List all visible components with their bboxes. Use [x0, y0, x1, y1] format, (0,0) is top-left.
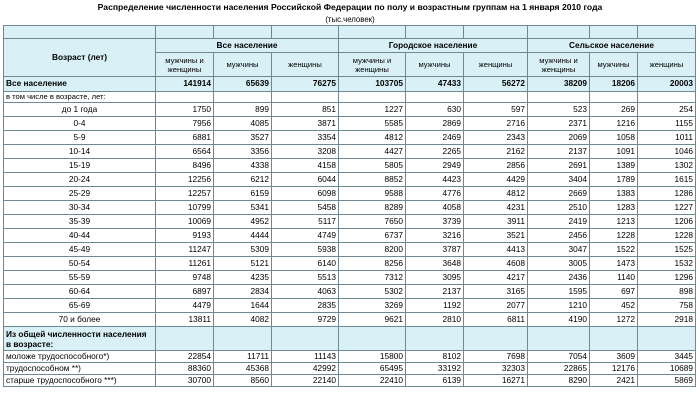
- table-cell: 6564: [156, 145, 214, 159]
- row-label: 70 и более: [4, 313, 156, 327]
- table-row: [4, 131, 696, 145]
- row-label: 55-59: [4, 271, 156, 285]
- table-cell: 2265: [406, 145, 464, 159]
- table-cell: 76275: [272, 77, 339, 92]
- table-cell: 597: [464, 103, 528, 117]
- table-cell: 1473: [590, 257, 638, 271]
- table-cell: 3404: [528, 173, 590, 187]
- table-cell: 47433: [406, 77, 464, 92]
- row-label: до 1 года: [4, 103, 156, 117]
- header-rural-women: женщины: [638, 53, 696, 77]
- table-cell: 3911: [464, 215, 528, 229]
- table-cell: 33192: [406, 363, 464, 375]
- table-cell: 30700: [156, 375, 214, 387]
- table-cell: 2371: [528, 117, 590, 131]
- table-cell: 6881: [156, 131, 214, 145]
- table-cell: 20003: [638, 77, 696, 92]
- table-cell: 5869: [638, 375, 696, 387]
- table-cell: 1227: [638, 201, 696, 215]
- table-row: [4, 299, 696, 313]
- table-cell: 5938: [272, 243, 339, 257]
- table-row: [4, 351, 696, 363]
- table-cell: 4190: [528, 313, 590, 327]
- table-cell: 11261: [156, 257, 214, 271]
- total-row: [4, 77, 696, 92]
- table-cell: 6044: [272, 173, 339, 187]
- table-cell: 5117: [272, 215, 339, 229]
- table-cell: 4058: [406, 201, 464, 215]
- table-cell: 5805: [339, 159, 406, 173]
- table-cell: 8290: [528, 375, 590, 387]
- table-cell: 1227: [339, 103, 406, 117]
- table-cell: 5309: [214, 243, 272, 257]
- table-cell: 6159: [214, 187, 272, 201]
- table-cell: 42992: [272, 363, 339, 375]
- table-cell: 3445: [638, 351, 696, 363]
- table-cell: 9748: [156, 271, 214, 285]
- table-cell: 18206: [590, 77, 638, 92]
- table-cell: 2510: [528, 201, 590, 215]
- table-cell: 269: [590, 103, 638, 117]
- table-cell: 6811: [464, 313, 528, 327]
- table-cell: 103705: [339, 77, 406, 92]
- table-row: [4, 375, 696, 387]
- table-cell: 1615: [638, 173, 696, 187]
- table-cell: 1213: [590, 215, 638, 229]
- table-cell: 8289: [339, 201, 406, 215]
- table-cell: 6212: [214, 173, 272, 187]
- table-cell: 2343: [464, 131, 528, 145]
- table-cell: 22140: [272, 375, 339, 387]
- table-cell: 3095: [406, 271, 464, 285]
- table-cell: 65495: [339, 363, 406, 375]
- table-cell: 5458: [272, 201, 339, 215]
- table-cell: 2077: [464, 299, 528, 313]
- header-spacer-row: [4, 26, 696, 39]
- table-cell: 7054: [528, 351, 590, 363]
- table-cell: 4063: [272, 285, 339, 299]
- table-cell: 4444: [214, 229, 272, 243]
- header-rural-population: Сельское население: [528, 39, 696, 53]
- table-cell: 4812: [339, 131, 406, 145]
- table-cell: 8256: [339, 257, 406, 271]
- table-row: [4, 201, 696, 215]
- table-cell: 1750: [156, 103, 214, 117]
- table-cell: 5585: [339, 117, 406, 131]
- table-cell: 7698: [464, 351, 528, 363]
- table-cell: 1383: [590, 187, 638, 201]
- table-cell: 2469: [406, 131, 464, 145]
- table-cell: 4158: [272, 159, 339, 173]
- table-cell: 4423: [406, 173, 464, 187]
- row-label: старше трудоспособного ***): [4, 375, 156, 387]
- table-cell: 4235: [214, 271, 272, 285]
- table-row: [4, 257, 696, 271]
- table-cell: 8852: [339, 173, 406, 187]
- table-cell: 8200: [339, 243, 406, 257]
- table-cell: 1155: [638, 117, 696, 131]
- row-label: 40-44: [4, 229, 156, 243]
- table-cell: 4429: [464, 173, 528, 187]
- table-cell: 15800: [339, 351, 406, 363]
- table-cell: 3521: [464, 229, 528, 243]
- row-label: 45-49: [4, 243, 156, 257]
- table-cell: 10069: [156, 215, 214, 229]
- table-cell: 22410: [339, 375, 406, 387]
- table-cell: 3005: [528, 257, 590, 271]
- header-rural-both: мужчины и женщины: [528, 53, 590, 77]
- table-cell: 2456: [528, 229, 590, 243]
- table-cell: 6140: [272, 257, 339, 271]
- table-cell: 4749: [272, 229, 339, 243]
- table-cell: 1206: [638, 215, 696, 229]
- table-cell: 3047: [528, 243, 590, 257]
- row-label: 30-34: [4, 201, 156, 215]
- table-cell: 5341: [214, 201, 272, 215]
- header-group-row: [4, 39, 696, 53]
- table-cell: 4812: [464, 187, 528, 201]
- table-row: [4, 159, 696, 173]
- table-cell: 12256: [156, 173, 214, 187]
- header-urban-women: женщины: [464, 53, 528, 77]
- header-all-men: мужчины: [214, 53, 272, 77]
- table-row: [4, 215, 696, 229]
- table-cell: 1228: [590, 229, 638, 243]
- table-cell: 1595: [528, 285, 590, 299]
- table-cell: 32303: [464, 363, 528, 375]
- table-cell: 1011: [638, 131, 696, 145]
- header-age: Возраст (лет): [4, 39, 156, 77]
- table-cell: 2691: [528, 159, 590, 173]
- table-cell: 2419: [528, 215, 590, 229]
- total-row-label: Все население: [4, 77, 156, 92]
- table-cell: 898: [638, 285, 696, 299]
- table-cell: 4338: [214, 159, 272, 173]
- table-cell: 523: [528, 103, 590, 117]
- table-cell: 7650: [339, 215, 406, 229]
- table-cell: 45368: [214, 363, 272, 375]
- header-all-both: мужчины и женщины: [156, 53, 214, 77]
- table-cell: 9621: [339, 313, 406, 327]
- table-cell: 9588: [339, 187, 406, 201]
- table-cell: 6139: [406, 375, 464, 387]
- row-label: 10-14: [4, 145, 156, 159]
- table-cell: 3527: [214, 131, 272, 145]
- row-label: 60-64: [4, 285, 156, 299]
- row-label: 50-54: [4, 257, 156, 271]
- table-cell: 1532: [638, 257, 696, 271]
- table-cell: 11143: [272, 351, 339, 363]
- table-cell: 2669: [528, 187, 590, 201]
- table-cell: 7312: [339, 271, 406, 285]
- table-cell: 1046: [638, 145, 696, 159]
- table-cell: 8560: [214, 375, 272, 387]
- table-cell: 3356: [214, 145, 272, 159]
- header-urban-both: мужчины и женщины: [339, 53, 406, 77]
- age-rows: [4, 92, 696, 327]
- table-cell: 1302: [638, 159, 696, 173]
- table-cell: 1210: [528, 299, 590, 313]
- table-cell: 22865: [528, 363, 590, 375]
- header-urban-population: Городское население: [339, 39, 528, 53]
- table-cell: 2421: [590, 375, 638, 387]
- table-cell: 2069: [528, 131, 590, 145]
- table-cell: 6737: [339, 229, 406, 243]
- table-cell: 1272: [590, 313, 638, 327]
- table-cell: 4776: [406, 187, 464, 201]
- table-cell: 12257: [156, 187, 214, 201]
- table-cell: 4479: [156, 299, 214, 313]
- table-row: [4, 313, 696, 327]
- table-cell: 6897: [156, 285, 214, 299]
- table-cell: 8102: [406, 351, 464, 363]
- incl-label: в том числе в возрасте, лет:: [4, 92, 156, 103]
- table-cell: 6098: [272, 187, 339, 201]
- table-cell: 3208: [272, 145, 339, 159]
- table-cell: 758: [638, 299, 696, 313]
- header-rural-men: мужчины: [590, 53, 638, 77]
- table-cell: 2810: [406, 313, 464, 327]
- population-table: [3, 25, 696, 387]
- table-cell: 141914: [156, 77, 214, 92]
- table-cell: 2949: [406, 159, 464, 173]
- table-row: [4, 229, 696, 243]
- table-row: [4, 145, 696, 159]
- table-cell: 2436: [528, 271, 590, 285]
- row-label: 5-9: [4, 131, 156, 145]
- table-cell: 2137: [406, 285, 464, 299]
- table-cell: 3354: [272, 131, 339, 145]
- table-cell: 2162: [464, 145, 528, 159]
- table-cell: 7956: [156, 117, 214, 131]
- header-all-population: Все население: [156, 39, 339, 53]
- table-cell: 4427: [339, 145, 406, 159]
- row-label: 0-4: [4, 117, 156, 131]
- row-label: 20-24: [4, 173, 156, 187]
- table-cell: 1522: [590, 243, 638, 257]
- table-cell: 1192: [406, 299, 464, 313]
- table-cell: 452: [590, 299, 638, 313]
- table-cell: 3739: [406, 215, 464, 229]
- table-cell: 4413: [464, 243, 528, 257]
- row-label: 25-29: [4, 187, 156, 201]
- table-cell: 4231: [464, 201, 528, 215]
- table-cell: 2716: [464, 117, 528, 131]
- table-cell: 11247: [156, 243, 214, 257]
- table-cell: 630: [406, 103, 464, 117]
- table-cell: 697: [590, 285, 638, 299]
- table-cell: 2835: [272, 299, 339, 313]
- table-cell: 2834: [214, 285, 272, 299]
- table-cell: 1525: [638, 243, 696, 257]
- table-cell: 1789: [590, 173, 638, 187]
- table-cell: 88360: [156, 363, 214, 375]
- table-cell: 1140: [590, 271, 638, 285]
- row-label: 15-19: [4, 159, 156, 173]
- working-label-row: [4, 327, 696, 351]
- table-cell: 16271: [464, 375, 528, 387]
- table-cell: 4085: [214, 117, 272, 131]
- table-cell: 9729: [272, 313, 339, 327]
- table-cell: 4952: [214, 215, 272, 229]
- table-cell: 1058: [590, 131, 638, 145]
- table-cell: 1296: [638, 271, 696, 285]
- units-caption: (тыс.человек): [325, 15, 375, 24]
- table-cell: 5302: [339, 285, 406, 299]
- table-cell: 8496: [156, 159, 214, 173]
- table-cell: 12176: [590, 363, 638, 375]
- table-cell: 5513: [272, 271, 339, 285]
- table-cell: 3165: [464, 285, 528, 299]
- table-cell: 4217: [464, 271, 528, 285]
- table-cell: 4608: [464, 257, 528, 271]
- table-cell: 3787: [406, 243, 464, 257]
- table-cell: 1091: [590, 145, 638, 159]
- table-cell: 10689: [638, 363, 696, 375]
- row-label: моложе трудоспособного*): [4, 351, 156, 363]
- table-cell: 11711: [214, 351, 272, 363]
- header-urban-men: мужчины: [406, 53, 464, 77]
- table-title: Распределение численности населения Российской Федерации по полу и возрастным группам на 1 января 2010 года: [97, 2, 603, 12]
- row-label: 65-69: [4, 299, 156, 313]
- table-cell: 1644: [214, 299, 272, 313]
- table-cell: 1389: [590, 159, 638, 173]
- table-cell: 1283: [590, 201, 638, 215]
- table-cell: 2869: [406, 117, 464, 131]
- table-cell: 56272: [464, 77, 528, 92]
- table-cell: 22854: [156, 351, 214, 363]
- table-cell: 2856: [464, 159, 528, 173]
- table-cell: 4082: [214, 313, 272, 327]
- table-cell: 13811: [156, 313, 214, 327]
- table-cell: 3216: [406, 229, 464, 243]
- table-cell: 38209: [528, 77, 590, 92]
- table-cell: 1216: [590, 117, 638, 131]
- row-label: трудоспособном **): [4, 363, 156, 375]
- table-row: [4, 271, 696, 285]
- table-cell: 1286: [638, 187, 696, 201]
- table-cell: 3609: [590, 351, 638, 363]
- table-cell: 2137: [528, 145, 590, 159]
- incl-label-row: [4, 92, 696, 103]
- table-row: [4, 173, 696, 187]
- working-label: Из общей численности населения в возрасте:: [4, 327, 156, 351]
- working-age-rows: [4, 327, 696, 387]
- table-row: [4, 117, 696, 131]
- table-row: [4, 187, 696, 201]
- table-cell: 1228: [638, 229, 696, 243]
- table-row: [4, 243, 696, 257]
- table-cell: 254: [638, 103, 696, 117]
- table-cell: 851: [272, 103, 339, 117]
- table-cell: 3871: [272, 117, 339, 131]
- table-cell: 2918: [638, 313, 696, 327]
- table-cell: 9193: [156, 229, 214, 243]
- table-cell: 65639: [214, 77, 272, 92]
- header-all-women: женщины: [272, 53, 339, 77]
- table-cell: 10799: [156, 201, 214, 215]
- row-label: 35-39: [4, 215, 156, 229]
- table-row: [4, 285, 696, 299]
- table-cell: 3269: [339, 299, 406, 313]
- table-cell: 5121: [214, 257, 272, 271]
- table-row: [4, 103, 696, 117]
- table-row: [4, 363, 696, 375]
- table-cell: 3648: [406, 257, 464, 271]
- table-cell: 899: [214, 103, 272, 117]
